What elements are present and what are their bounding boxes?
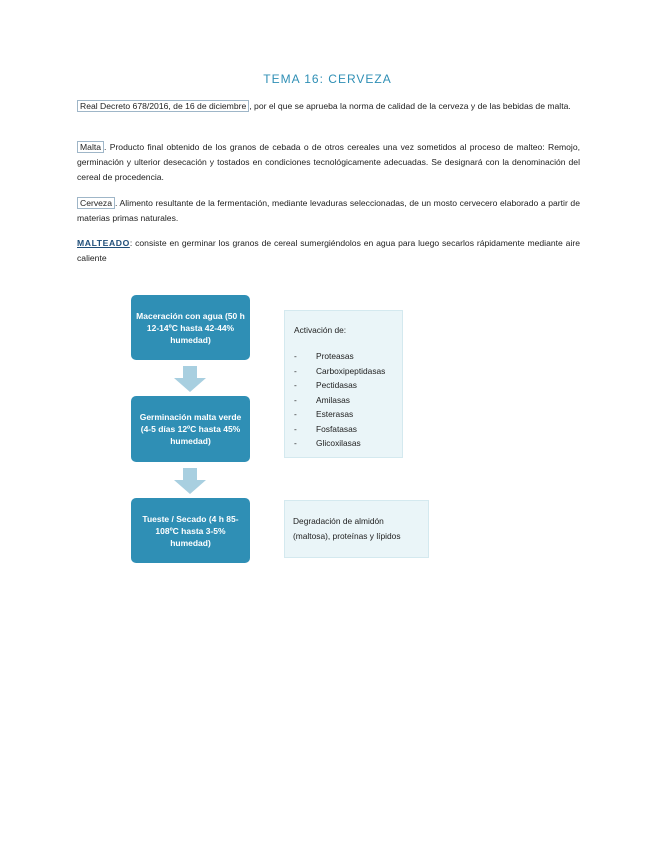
list-item: - Fosfatasas bbox=[294, 423, 357, 434]
malteado-paragraph bbox=[77, 236, 580, 266]
malteado-text: : consiste en germinar los granos de cereal sumergiéndolos en agua para luego secarlos rápidamente mediante aire caliente bbox=[77, 238, 580, 263]
decree-reference: Real Decreto 678/2016, de 16 de diciembre bbox=[77, 100, 249, 112]
malta-term: Malta bbox=[77, 141, 104, 153]
malta-text: . Producto final obtenido de los granos de cebada o de otros cereales una vez sometidos al proceso de malteo: Remojo, germinación y ulterior desecación y tostados en condiciones tecnológicamente adecuadas. Se designará con la denominación del cereal de procedencia. bbox=[77, 142, 580, 182]
page-title: TEMA 16: CERVEZA bbox=[263, 72, 392, 86]
list-item: - Esterasas bbox=[294, 409, 354, 419]
cerveza-text: . Alimento resultante de la fermentación, mediante levaduras seleccionadas, de un mosto cervecero elaborado a partir de materias primas naturales. bbox=[77, 198, 580, 223]
degradation-box: Degradación de almidón (maltosa), proteínas y lípidos bbox=[284, 500, 429, 558]
list-item: - Pectidasas bbox=[294, 380, 357, 390]
activation-title: Activación de: bbox=[294, 325, 347, 335]
intro-paragraph bbox=[77, 99, 580, 114]
flow-step-maceracion: Maceración con agua (50 h 12-14ºC hasta 42-44% humedad) bbox=[131, 295, 250, 360]
intro-text: , por el que se aprueba la norma de calidad de la cerveza y de las bebidas de malta. bbox=[249, 101, 571, 111]
flow-step-tueste: Tueste / Secado (4 h 85-108ºC hasta 3-5% humedad) bbox=[131, 498, 250, 563]
list-item: - Proteasas bbox=[294, 351, 354, 361]
arrow-down-icon bbox=[174, 468, 206, 494]
malta-paragraph bbox=[77, 140, 580, 185]
cerveza-term: Cerveza bbox=[77, 197, 115, 209]
malteado-term: MALTEADO bbox=[77, 238, 130, 248]
arrow-down-icon bbox=[174, 366, 206, 392]
flow-step-germinacion: Germinación malta verde (4-5 días 12ºC hasta 45% humedad) bbox=[131, 396, 250, 462]
cerveza-paragraph bbox=[77, 196, 580, 226]
list-item: - Glicoxilasas bbox=[294, 438, 361, 448]
enzyme-list bbox=[294, 349, 402, 451]
list-item: - Carboxipeptidasas bbox=[294, 365, 386, 376]
list-item: - Amilasas bbox=[294, 394, 350, 405]
activation-box bbox=[284, 310, 403, 458]
